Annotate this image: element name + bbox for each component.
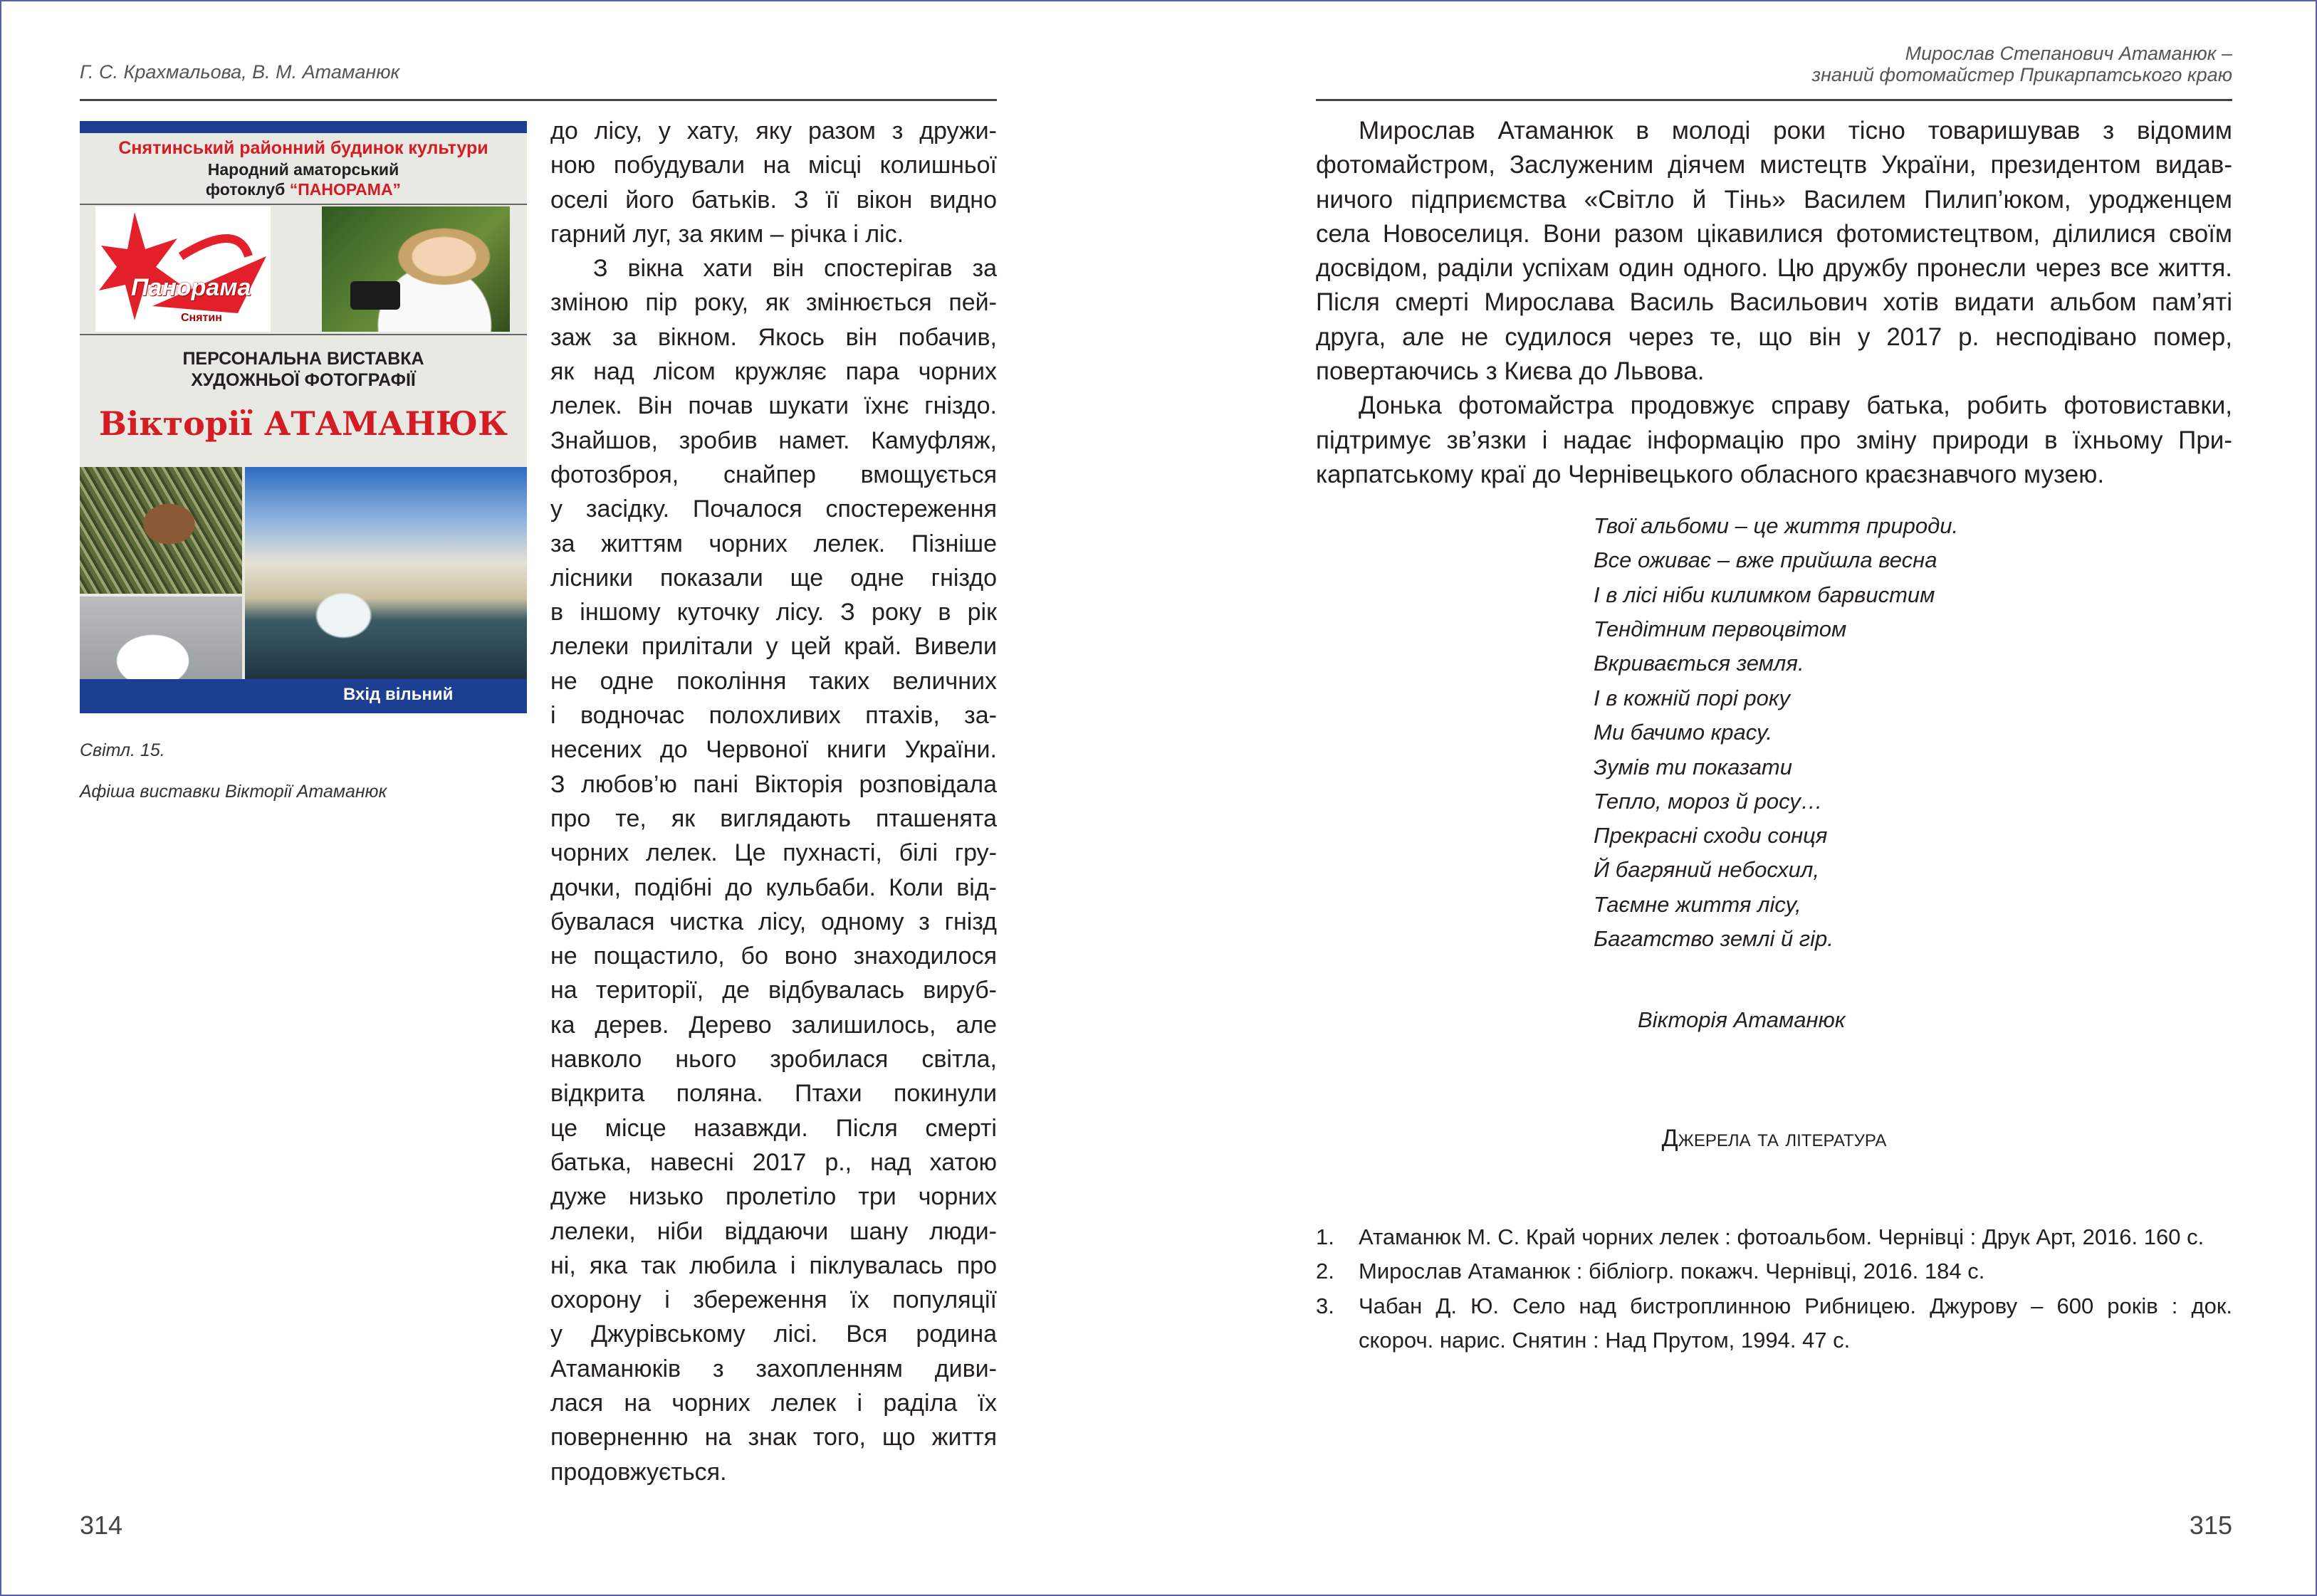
text-line: про те, як виглядають пташенята — [550, 804, 997, 832]
poster-org: Снятинський районний будинок культури — [118, 138, 488, 158]
text-line: З вікна хати він спостерігав за — [593, 255, 997, 283]
text-line: друга, але не судилося через те, що він у 2017 р. несподівано помер, — [1316, 322, 2232, 351]
text-line: заж за вікном. Якось він побачив, — [550, 323, 997, 351]
camera-icon — [350, 281, 400, 310]
poem-line: Все оживає – вже прийшла весна — [1594, 547, 1937, 573]
reference-text: скороч. нарис. Снятин : Над Прутом, 1994. 47 с. — [1359, 1327, 1851, 1353]
poem-stanza — [1594, 509, 1958, 681]
poem-author: Вікторія Атаманюк — [1638, 1007, 1846, 1032]
reference-text: Атаманюк М. С. Край чорних лелек : фотоальбом. Чернівці : Друк Арт, 2016. 160 с. — [1359, 1224, 2204, 1249]
poem-line: Твої альбоми – це життя природи. — [1594, 513, 1959, 538]
right-body-text — [1316, 114, 2232, 492]
text-line: підтримує зв’язки і надає інформацію про зміну природи в їхньому При- — [1316, 426, 2232, 454]
poem-line: Й багряний небосхил, — [1594, 857, 1819, 883]
text-line: лася на чорних лелек і раділа їх — [550, 1389, 997, 1417]
text-line: лелек. Він почав шукати їхнє гніздо. — [550, 392, 997, 420]
poster-club-title: “ПАНОРАМА” — [289, 180, 402, 199]
poem-line: Ми бачимо красу. — [1594, 720, 1772, 745]
text-line: поверненню на знак того, що життя — [550, 1424, 997, 1451]
left-body-text — [550, 114, 997, 1489]
text-line: Атаманюків з захопленням диви- — [550, 1355, 997, 1382]
text-line: зміною пір року, як змінюється пей- — [550, 289, 997, 317]
text-line: ні, яка так любила і піклувалась про — [550, 1251, 997, 1279]
poster-top-bar — [80, 121, 527, 133]
text-line: повертаючись з Києва до Львова. — [1316, 357, 1705, 386]
page-number-left: 314 — [80, 1511, 123, 1540]
poster-club-name — [80, 180, 527, 199]
poster-club-line: Народний аматорський — [207, 160, 399, 179]
text-line: продовжується. — [550, 1458, 727, 1486]
text-line: фотозброя, снайпер вмощується — [550, 461, 997, 488]
text-line: навколо нього зробилася світла, — [550, 1046, 997, 1073]
text-line: відкрита поляна. Птахи покинули — [550, 1080, 997, 1108]
text-line: не одне покоління таких величних — [550, 667, 997, 695]
references-title: Джерела та література — [1661, 1125, 1887, 1152]
text-line: Мирослав Атаманюк в молоді роки тісно товаришував з відомим — [1359, 117, 2232, 145]
text-line: несених до Червоної книги України. — [550, 736, 997, 764]
right-header-rule — [1316, 99, 2232, 101]
text-line: оселі його батьків. З її вікон видно — [550, 186, 997, 214]
text-line: за життям чорних лелек. Пізніше — [550, 530, 997, 557]
text-line: і водночас полохливих птахів, за- — [550, 702, 997, 730]
text-line: карпатському краї до Чернівецького обласного краєзнавчого музею. — [1316, 460, 2105, 488]
poem-line: І в лісі ніби килимком барвистим — [1594, 582, 1935, 607]
text-line: Знайшов, зробив намет. Камуфляж, — [550, 426, 997, 454]
text-line: ничого підприємства «Світло й Тінь» Василем Пилип’юком, уродженцем — [1316, 185, 2232, 214]
poem-stanza — [1594, 681, 1823, 819]
exhibition-poster — [80, 121, 527, 713]
text-line: села Новоселиця. Вони разом цікавилися фотомистецтвом, ділилися своїм — [1316, 219, 2232, 248]
poster-exhibit-line1: ПЕРСОНАЛЬНА ВИСТАВКА — [182, 349, 424, 369]
text-line: до лісу, у хату, яку разом з дружи- — [550, 117, 997, 145]
text-line: батька, навесні 2017 р., над хатою — [550, 1148, 997, 1176]
text-line: Донька фотомайстра продовжує справу батька, робить фотовиставки, — [1359, 392, 2232, 420]
text-line: як над лісом кружляє пара чорних — [550, 358, 997, 386]
figure-caption: Афіша виставки Вікторії Атаманюк — [80, 782, 387, 802]
text-line: лелеки прилітали у цей край. Вивели — [550, 633, 997, 661]
poster-club-prefix: фотоклуб — [205, 180, 290, 199]
text-line: лісники показали ще одне гніздо — [550, 564, 997, 592]
text-line: не пощастило, бо воно знаходилося — [550, 943, 997, 970]
owl-photo — [80, 467, 242, 594]
text-line: у засідку. Почалося спостереження — [550, 495, 997, 523]
right-running-header-line1: Мирослав Степанович Атаманюк – — [1905, 43, 2232, 64]
text-line: чорних лелек. Це пухнасті, білі гру- — [550, 839, 997, 867]
text-line: лелеки, ніби віддаючи шану люди- — [550, 1217, 997, 1245]
text-line: гарний луг, за яким – річка і ліс. — [550, 220, 904, 248]
poem-stanza — [1594, 819, 1834, 956]
poster-exhibit-line2: ХУДОЖНЬОЇ ФОТОГРАФІЇ — [191, 370, 416, 390]
text-line: на території, де відбувалась вируб- — [550, 977, 997, 1004]
poem-line: Багатство землі й гір. — [1594, 925, 1834, 951]
logo-text: Панорама — [131, 274, 251, 301]
text-line: бувалася чистка лісу, одному з гнізд — [550, 908, 997, 935]
text-line: у Джурівському лісі. Вся родина — [550, 1321, 997, 1348]
poem-line: Тендітним первоцвітом — [1594, 616, 1847, 641]
reference-number: 2. — [1316, 1259, 1334, 1284]
left-running-header: Г. С. Крахмальова, В. М. Атаманюк — [80, 61, 400, 83]
poster-entry-free: Вхід вільний — [343, 685, 454, 704]
text-line: в іншому куточку лісу. З року в рік — [550, 599, 997, 626]
text-line: Після смерті Мирослава Василь Васильович хотів видати альбом пам’яті — [1316, 288, 2232, 317]
reference-text: Мирослав Атаманюк : бібліогр. покажч. Чернівці, 2016. 184 с. — [1359, 1259, 1985, 1284]
poem-line: Тепло, мороз й росу… — [1594, 788, 1823, 814]
text-line: досвідом, раділи успіхам один одного. Цю дружбу пронесли через все життя. — [1316, 254, 2232, 283]
left-header-rule — [80, 99, 997, 101]
text-line: дуже низько пролетіло три чорних — [550, 1183, 997, 1211]
photographer-portrait — [322, 206, 510, 332]
figure-label: Світл. 15. — [80, 740, 165, 760]
text-line: ка дерев. Дерево залишилось, але — [550, 1011, 997, 1039]
poem-line: Вкривається земля. — [1594, 651, 1804, 676]
right-running-header-line2: знаний фотомайстер Прикарпатського краю — [1811, 64, 2232, 85]
text-line: охорону і збереження їх популяції — [550, 1286, 997, 1314]
poster-artist-name: Вікторії АТАМАНЮК — [99, 404, 508, 443]
text-line: дочки, подібні до кульбаби. Коли від- — [550, 873, 997, 901]
text-line: ною побудували на місці колишньої — [550, 152, 997, 179]
poster-bottom-bar — [80, 679, 527, 713]
text-line: фотомайстром, Заслуженим діячем мистецтв України, президентом видав- — [1316, 151, 2232, 179]
page-number-right: 315 — [2189, 1511, 2232, 1540]
poster-divider — [80, 204, 527, 205]
panorama-logo — [95, 206, 271, 332]
reference-text: Чабан Д. Ю. Село над бистроплинною Рибницею. Джурову – 600 років : док. — [1359, 1293, 2232, 1318]
poster-divider — [80, 334, 527, 335]
reference-number: 3. — [1316, 1293, 1334, 1318]
poem-line: Зумів ти показати — [1594, 754, 1792, 779]
text-line: З любов’ю пані Вікторія розповідала — [550, 770, 997, 798]
text-line: це місце назавжди. Після смерті — [550, 1114, 997, 1142]
poem-line: Прекрасні сходи сонця — [1594, 823, 1828, 848]
logo-subtext: Снятин — [181, 312, 222, 324]
reference-number: 1. — [1316, 1224, 1334, 1249]
poem-line: І в кожній порі року — [1594, 686, 1791, 710]
fountain-photo — [245, 467, 527, 679]
poem-line: Таємне життя лісу, — [1594, 891, 1801, 917]
